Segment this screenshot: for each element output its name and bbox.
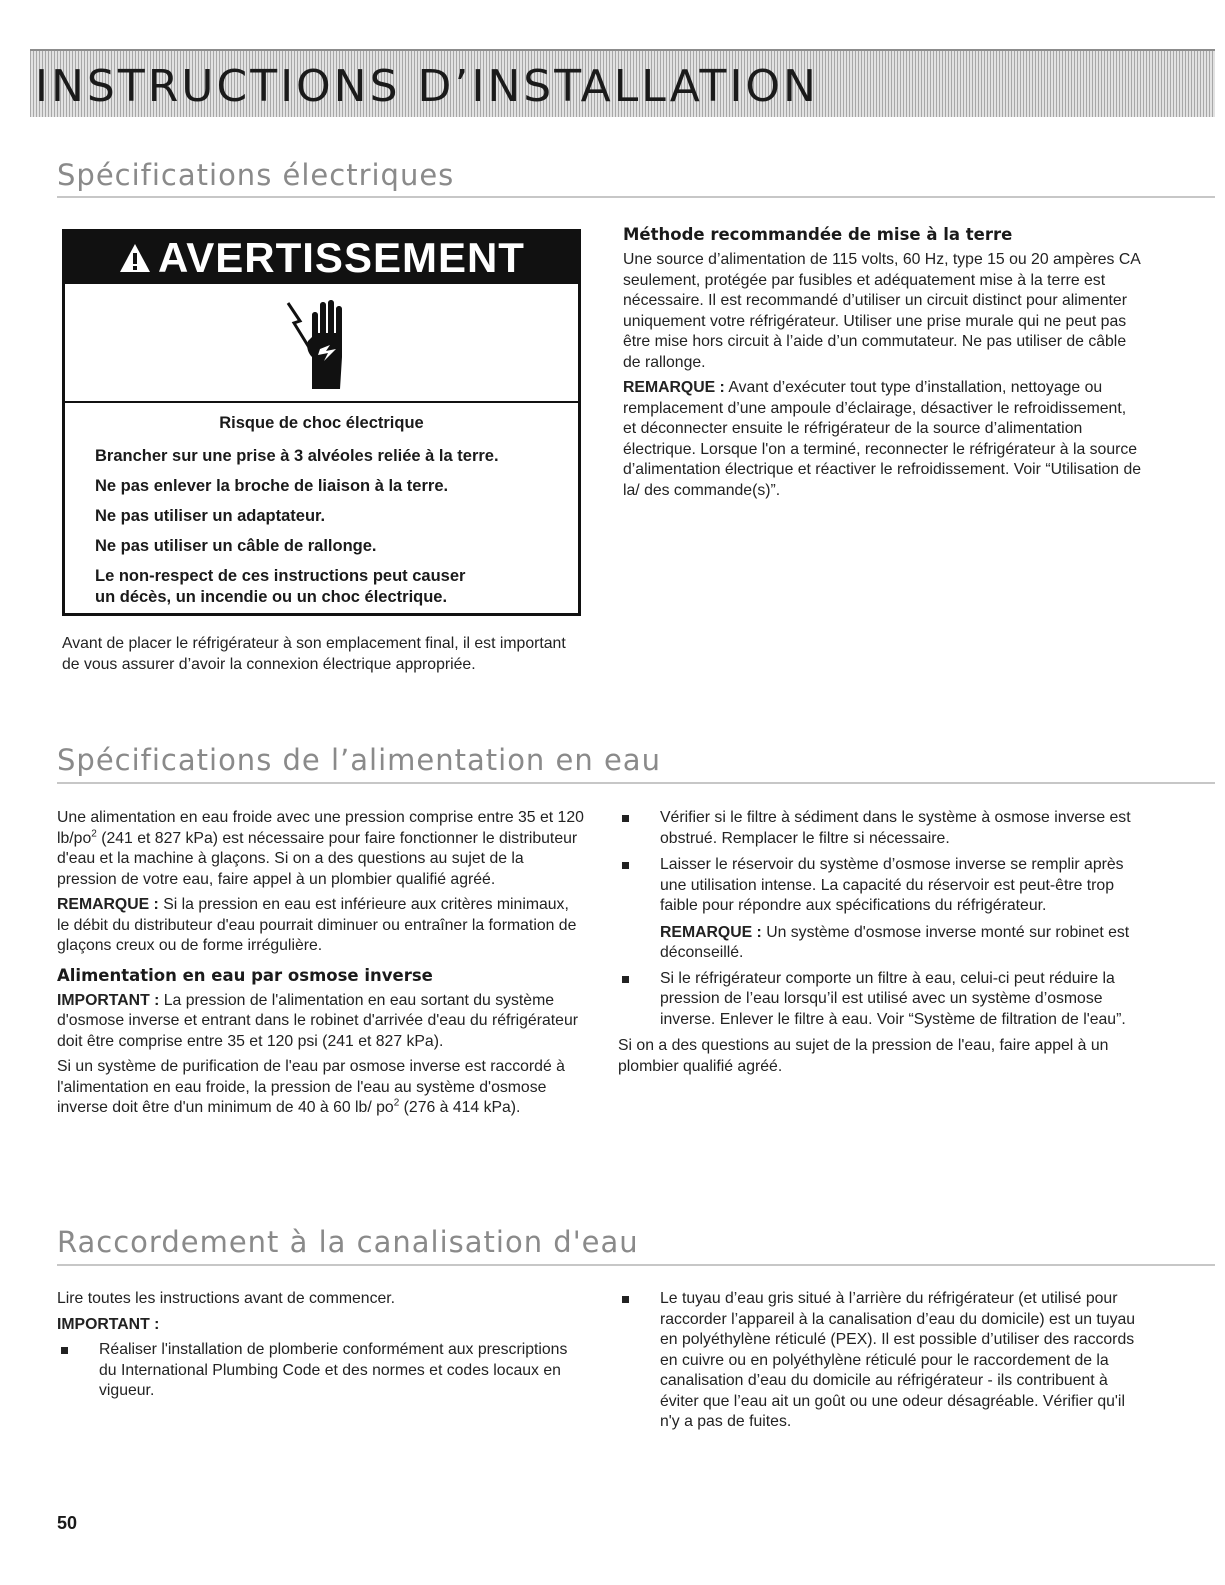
water-line-left-column	[57, 1289, 585, 1408]
electric-shock-hand-icon	[282, 293, 362, 393]
note-text: Avant d’exécuter tout type d’installation, nettoyage ou remplacement d’une ampoule d’éclairage, désactiver le refroidissement, et déconnecter ensuite le réfrigérateur de la source d’alimentation électrique. Lorsque l'on a terminé, reconnecter le réfrigérateur à la source d’alimentation électrique et réactiver le refroidissement. Voir “Utilisation de la/ des commande(s)”.	[623, 379, 1142, 499]
note-text: Un système d'osmose inverse monté sur robinet est déconseillé.	[660, 923, 1130, 961]
paragraph: Si on a des questions au sujet de la pression de l'eau, faire appel à un plombier qualifié agréé.	[618, 1037, 1109, 1075]
warning-header-label: AVERTISSEMENT	[158, 234, 525, 281]
page-number: 50	[57, 1513, 78, 1533]
section-divider	[57, 196, 1215, 198]
section-title-electrical: Spécifications électriques	[57, 158, 455, 192]
water-line-right-column	[618, 1289, 1143, 1439]
paragraph	[57, 1057, 585, 1119]
superscript: 2	[91, 828, 97, 840]
warning-box	[62, 229, 581, 616]
warning-header	[65, 232, 578, 284]
warning-line: Ne pas utiliser un adaptateur.	[95, 507, 326, 525]
important-label: IMPORTANT :	[57, 1315, 160, 1333]
warning-consequence-line: un décès, un incendie ou un choc électrique.	[95, 588, 448, 606]
note-paragraph	[618, 923, 1143, 964]
water-supply-right-column	[618, 808, 1143, 1082]
bullet-list	[57, 1340, 585, 1402]
warning-icon-area	[65, 284, 578, 401]
paragraph: Lire toutes les instructions avant de commencer.	[57, 1290, 396, 1307]
note-text: Si la pression en eau est inférieure aux critères minimaux, le débit du distributeur d'eau pourrait diminuer ou entraîner la formation de glaçons creux ou de forme irrégulière.	[57, 896, 577, 954]
grounding-column	[623, 224, 1143, 506]
section-title-water-line: Raccordement à la canalisation d'eau	[57, 1225, 639, 1259]
note-paragraph	[623, 378, 1143, 501]
note-label: REMARQUE :	[660, 923, 762, 941]
list-item: Réaliser l'installation de plomberie conformément aux prescriptions du International Plumbing Code et des normes et codes locaux en vigueur.	[57, 1340, 585, 1402]
note-label: REMARQUE :	[57, 896, 159, 913]
important-label: IMPORTANT :	[57, 991, 160, 1009]
warning-body	[65, 401, 578, 608]
text: (241 et 827 kPa) est nécessaire pour faire fonctionner le distributeur d'eau et la machine à glaçons. Si on a des questions au sujet de la pression de votre eau, faire appel à un plombier qualifié agréé.	[57, 829, 578, 888]
text: Une alimentation en eau froide avec une pression comprise entre 35 et 120 lb/po	[57, 809, 584, 847]
subheading-reverse-osmosis: Alimentation en eau par osmose inverse	[57, 965, 433, 985]
list-item: Le tuyau d’eau gris situé à l’arrière du réfrigérateur (et utilisé pour raccorder l’appareil à la canalisation d’eau du domicile) est un tuyau en polyéthylène réticulé (PEX). Il est possible d’utiliser des raccords en cuivre ou en polyéthylène réticulé pour le raccordement de la canalisation d’eau du domicile au réfrigérateur - ils contribuent à éviter que l’eau ait un goût ou une odeur désagréable. Vérifier qu'il n'y a pas de fuites.	[618, 1289, 1143, 1433]
section-title-water-supply: Spécifications de l’alimentation en eau	[57, 743, 661, 777]
warning-risk: Risque de choc électrique	[219, 414, 424, 432]
text: (276 à 414 kPa).	[399, 1099, 521, 1116]
warning-triangle-icon	[118, 242, 152, 274]
list-item: Si le réfrigérateur comporte un filtre à eau, celui-ci peut réduire la pression de l’eau lorsqu’il est utilisé avec un système d’osmose inverse. Enlever le filtre à eau. Voir “Système de filtration de l'eau”.	[618, 969, 1143, 1031]
text: Si un système de purification de l'eau par osmose inverse est raccordé à l'alimentation en eau froide, la pression de l'eau au système d'osmose inverse doit être d'un minimum de 40 à 60 lb/ po	[57, 1058, 565, 1116]
list-item: Vérifier si le filtre à sédiment dans le système à osmose inverse est obstrué. Remplacer le filtre si nécessaire.	[618, 808, 1143, 849]
paragraph	[57, 808, 585, 890]
superscript: 2	[393, 1097, 400, 1109]
bullet-list	[618, 808, 1143, 917]
page-title: INSTRUCTIONS D’INSTALLATION	[35, 61, 819, 112]
warning-line: Ne pas utiliser un câble de rallonge.	[95, 537, 377, 555]
warning-consequence-line: Le non-respect de ces instructions peut causer	[95, 567, 466, 585]
paragraph: Une source d’alimentation de 115 volts, 60 Hz, type 15 ou 20 ampères CA seulement, protégée par fusibles et adéquatement mise à la terre est nécessaire. Il est recommandé d’utiliser un circuit distinct pour alimenter uniquement votre réfrigérateur. Utiliser une prise murale qui ne peut pas être mise hors circuit à l’aide d’un commutateur. Ne pas utiliser de câble de rallonge.	[623, 251, 1140, 371]
subheading-grounding: Méthode recommandée de mise à la terre	[623, 225, 1013, 244]
note-label: REMARQUE :	[623, 379, 725, 396]
warning-line: Ne pas enlever la broche de liaison à la terre.	[95, 477, 449, 495]
list-item: Laisser le réservoir du système d’osmose inverse se remplir après une utilisation intense. La capacité du réservoir est peut-être trop faible pour répondre aux spécifications du réfrigérateur.	[618, 855, 1143, 917]
important-paragraph	[57, 991, 585, 1053]
water-supply-left-column	[57, 808, 585, 1124]
section-divider	[57, 1264, 1215, 1266]
bullet-list	[618, 969, 1143, 1031]
paragraph: Avant de placer le réfrigérateur à son emplacement final, il est important de vous assurer d’avoir la connexion électrique appropriée.	[62, 635, 566, 673]
warning-consequence	[95, 566, 548, 608]
warning-line: Brancher sur une prise à 3 alvéoles reliée à la terre.	[95, 447, 499, 465]
important-text: La pression de l'alimentation en eau sortant du système d'osmose inverse et entrant dans le robinet d'arrivée d'eau du réfrigérateur doit être comprise entre 35 et 120 psi (241 et 827 kPa).	[57, 991, 578, 1050]
note-paragraph	[57, 895, 585, 957]
bullet-list	[618, 1289, 1143, 1433]
section-divider	[57, 782, 1215, 784]
electrical-intro	[62, 634, 582, 680]
